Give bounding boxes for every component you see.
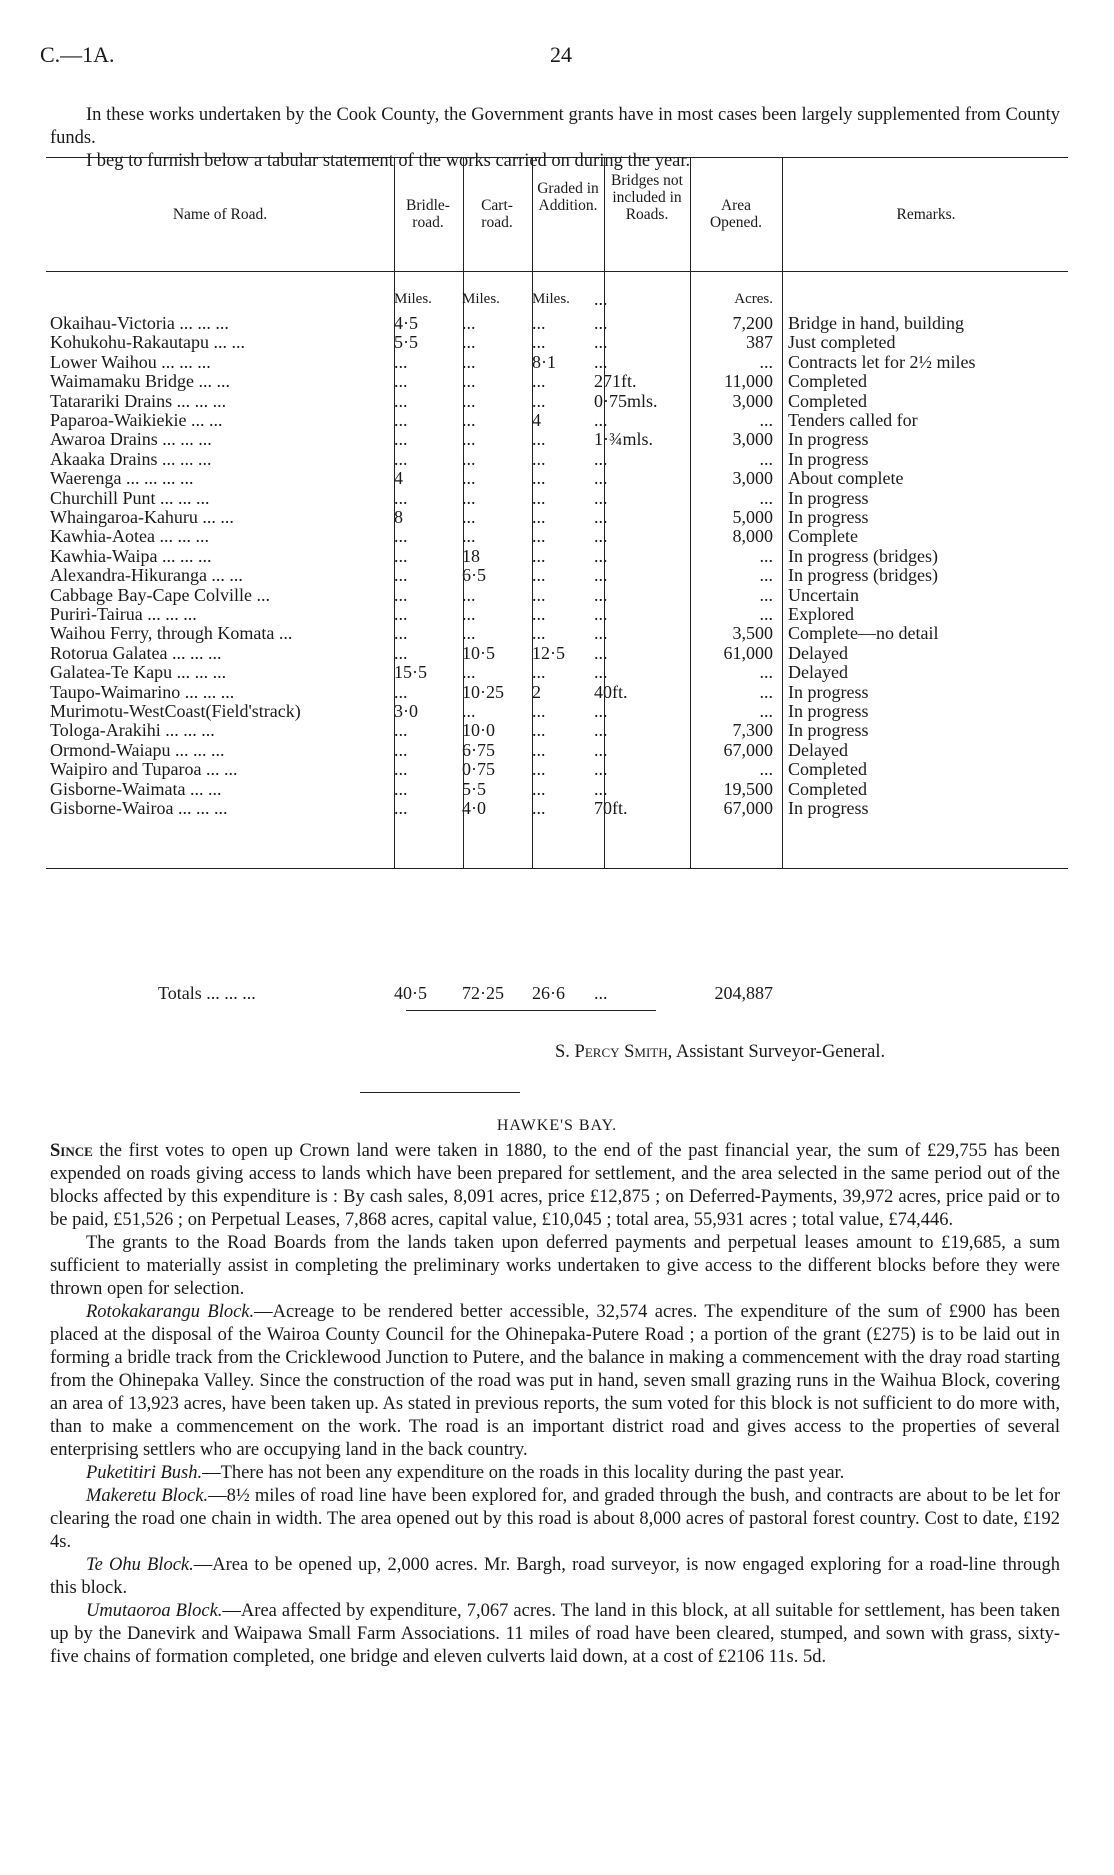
block-title: Rotokakarangu Block. (86, 1302, 255, 1322)
cell-area: ... (759, 681, 773, 702)
cell-graded: ... (532, 468, 546, 489)
cell-remarks: In progress (788, 448, 869, 469)
paragraph: Puketitiri Bush.—There has not been any expenditure on the roads in this locality during the past year. (86, 1463, 845, 1483)
cell-bridges: ... (594, 313, 608, 333)
cell-graded: 12·5 (532, 642, 565, 663)
paragraph: Since the first votes to open up Crown land were taken in 1880, to the end of the past financial year, the sum of £29,755 has been expended on roads giving access to lands which have been prepared for settlement, and the area selected in the same period out of the blocks affected by this expenditure is : By cash sales, 8,091 acres, price £12,875 ; on Deferred-Payments, 39,972 acres, price paid or to be paid, £51,526 ; on Perpetual Leases, 7,868 acres, capital value, £10,045 ; total area, 55,931 acres ; total value, £74,446. (50, 1141, 1060, 1230)
cell-remarks: Complete—no detail (788, 623, 939, 644)
cell-graded: ... (532, 565, 546, 586)
cell-bridle: ... (394, 429, 408, 450)
cell-cart: 10·0 (462, 720, 495, 741)
cell-graded: ... (532, 604, 546, 624)
cell-name: Tologa-Arakihi ... ... ... (50, 720, 215, 741)
cell-bridges: ... (594, 701, 608, 721)
cell-cart: 4·0 (462, 798, 486, 818)
signature-title: , Assistant Surveyor-General. (667, 1042, 886, 1062)
cell-bridle: ... (394, 448, 408, 469)
cell-cart: ... (462, 410, 476, 430)
cell-name: Waerenga ... ... ... ... (50, 468, 194, 489)
cell-name: Gisborne-Waimata ... ... (50, 778, 222, 799)
totals-row (50, 982, 1064, 1005)
cell-graded: ... (532, 798, 546, 818)
cell-name: Cabbage Bay-Cape Colville ... (50, 584, 270, 605)
block-title: Makeretu Block. (86, 1486, 209, 1506)
cell-remarks: Explored (788, 604, 854, 624)
cell-bridges: ... (594, 778, 608, 799)
cell-graded: ... (532, 720, 546, 741)
cell-name: Murimotu-WestCoast(Field'strack) (50, 701, 301, 721)
totals-label: Totals ... ... ... (158, 983, 256, 1003)
cell-area: 3,000 (732, 468, 773, 489)
cell-cart: ... (462, 623, 476, 644)
cell-area: ... (759, 584, 773, 605)
unit-cart: Miles. (462, 291, 500, 307)
cell-bridle: 8 (394, 507, 403, 527)
cell-cart: ... (462, 468, 476, 489)
cell-cart: 18 (462, 545, 480, 566)
cell-bridges: 0·75mls. (594, 390, 658, 411)
cell-remarks: In progress (788, 798, 869, 818)
cell-remarks: Uncertain (788, 584, 859, 605)
intro-paragraph: I beg to furnish below a tabular statement of the works carried on during the year. (86, 151, 691, 171)
total-area: 204,887 (714, 983, 773, 1003)
header-graded: Graded in Addition. (537, 180, 599, 214)
cell-bridges: 271ft. (594, 371, 637, 392)
cell-remarks: About complete (788, 468, 904, 489)
document-reference: C.—1A. (40, 42, 115, 67)
cell-cart: ... (462, 701, 476, 721)
cell-area: ... (759, 448, 773, 469)
table-top-rule (46, 157, 1068, 158)
cell-bridges: ... (594, 739, 608, 760)
cell-bridle: ... (394, 390, 408, 411)
cell-remarks: In progress (788, 681, 869, 702)
cell-remarks: Completed (788, 778, 867, 799)
cell-area: 67,000 (723, 798, 773, 818)
cell-graded: ... (532, 429, 546, 450)
cell-name: Akaaka Drains ... ... ... (50, 448, 212, 469)
cell-bridges: ... (594, 642, 608, 663)
signature (555, 1042, 885, 1063)
cell-remarks: In progress (788, 507, 869, 527)
cell-cart: 6·5 (462, 565, 486, 586)
cell-cart: 0·75 (462, 759, 495, 780)
cell-remarks: Completed (788, 371, 867, 392)
cell-area: 11,000 (724, 371, 773, 392)
signature-name: S. Percy Smith (555, 1042, 668, 1062)
units-row (50, 288, 1064, 311)
cell-area: 67,000 (723, 739, 773, 760)
cell-bridle: ... (394, 798, 408, 818)
cell-area: ... (759, 351, 773, 372)
cell-graded: ... (532, 507, 546, 527)
cell-area: 19,500 (723, 778, 773, 799)
drop-lead: Since (50, 1141, 93, 1161)
cell-bridle: ... (394, 604, 408, 624)
cell-name: Waihou Ferry, through Komata ... (50, 623, 293, 644)
cell-remarks: Tenders called for (788, 410, 918, 430)
cell-name: Taupo-Waimarino ... ... ... (50, 681, 235, 702)
header-remarks: Remarks. (896, 206, 956, 223)
cell-graded: ... (532, 313, 546, 333)
cell-name: Whaingaroa-Kahuru ... ... (50, 507, 234, 527)
cell-bridges: ... (594, 604, 608, 624)
cell-area: 3,000 (732, 429, 773, 450)
cell-bridle: ... (394, 371, 408, 392)
cell-name: Lower Waihou ... ... ... (50, 351, 211, 372)
cell-graded: ... (532, 487, 546, 508)
cell-bridges: 70ft. (594, 798, 628, 818)
unit-graded: Miles. (532, 291, 570, 307)
cell-bridges: ... (594, 584, 608, 605)
cell-name: Tatarariki Drains ... ... ... (50, 390, 227, 411)
cell-bridges: ... (594, 565, 608, 586)
cell-cart: ... (462, 507, 476, 527)
cell-bridle: ... (394, 487, 408, 508)
cell-area: ... (759, 545, 773, 566)
cell-cart: ... (462, 313, 476, 333)
cell-graded: ... (532, 448, 546, 469)
cell-bridle: 4·5 (394, 313, 418, 333)
cell-name: Kawhia-Waipa ... ... ... (50, 545, 212, 566)
cell-cart: 10·25 (462, 681, 504, 702)
cell-graded: ... (532, 778, 546, 799)
cell-bridle: 5·5 (394, 332, 418, 353)
paragraph: Rotokakarangu Block.—Acreage to be rendered better accessible, 32,574 acres. The expenditure of the sum of £900 has been placed at the disposal of the Wairoa County Council for the Ohinepaka-Putere Road ; a portion of the grant (£275) is to be laid out in forming a bridle track from the Cricklewood Junction to Putere, and the balance in making a commencement with the dray road starting from the Ohinepaka Valley. Since the construction of the road was put in hand, seven small grazing runs in the Waihua Block, covering an area of 13,923 acres, have been taken up. As stated in previous reports, the sum voted for this block is not sufficient to do more with, than to make a commencement on the work. The road is an important district road and gives access to the properties of several enterprising settlers who are occupying land in the back country. (50, 1302, 1060, 1460)
cell-remarks: Delayed (788, 642, 848, 663)
cell-bridges: ... (594, 448, 608, 469)
cell-remarks: Delayed (788, 739, 848, 760)
cell-cart: ... (462, 332, 476, 353)
cell-graded: ... (532, 759, 546, 780)
cell-cart: 10·5 (462, 642, 495, 663)
cell-bridle: ... (394, 565, 408, 586)
table-header-rule (46, 271, 1068, 272)
cell-name: Gisborne-Wairoa ... ... ... (50, 798, 228, 818)
cell-remarks: Complete (788, 526, 858, 547)
cell-graded: ... (532, 371, 546, 392)
cell-cart: ... (462, 487, 476, 508)
cell-area: 3,000 (732, 390, 773, 411)
paragraph: Makeretu Block.—8½ miles of road line have been explored for, and graded through the bush, and contracts are about to be let for clearing the road one chain in width. The area opened out by this road is about 8,000 acres of pastoral forest country. Cost to date, £192 4s. (50, 1486, 1060, 1552)
cell-name: Alexandra-Hikuranga ... ... (50, 565, 243, 586)
cell-graded: 8·1 (532, 351, 556, 372)
section-body (50, 1140, 1060, 1669)
cell-area: 7,200 (732, 313, 773, 333)
cell-graded: ... (532, 662, 546, 683)
cell-bridle: 3·0 (394, 701, 418, 721)
cell-bridle: 4 (394, 468, 403, 489)
cell-cart: ... (462, 351, 476, 372)
cell-bridle: 15·5 (394, 662, 427, 683)
cell-remarks: In progress (788, 720, 869, 741)
paragraph: Umutaoroa Block.—Area affected by expenditure, 7,067 acres. The land in this block, at all suitable for settlement, has been taken up by the Danevirk and Waipawa Small Farm Associations. 11 miles of road have been cleared, stumped, and sown with grass, sixty-five chains of formation completed, one bridge and eleven culverts laid down, at a cost of £2106 11s. 5d. (50, 1601, 1060, 1667)
section-divider (360, 1092, 520, 1093)
page-header (40, 42, 1074, 72)
cell-area: 8,000 (732, 526, 773, 547)
cell-bridges: ... (594, 351, 608, 372)
page-number: 24 (550, 42, 572, 67)
unit-area: Acres. (734, 291, 773, 307)
unit-bridle: Miles. (394, 291, 432, 307)
cell-bridle: ... (394, 351, 408, 372)
cell-cart: 5·5 (462, 778, 486, 799)
cell-graded: 4 (532, 410, 541, 430)
table-bottom-rule (46, 868, 1068, 869)
cell-cart: ... (462, 526, 476, 547)
cell-bridges: ... (594, 526, 608, 547)
cell-remarks: Completed (788, 390, 867, 411)
cell-remarks: In progress (788, 701, 869, 721)
cell-bridle: ... (394, 526, 408, 547)
cell-remarks: Just completed (788, 332, 896, 353)
cell-name: Kawhia-Aotea ... ... ... (50, 526, 209, 547)
total-bridle: 40·5 (394, 983, 427, 1003)
cell-remarks: Bridge in hand, building (788, 313, 964, 333)
cell-name: Rotorua Galatea ... ... ... (50, 642, 222, 663)
cell-bridle: ... (394, 720, 408, 741)
block-title: Te Ohu Block. (86, 1555, 194, 1575)
cell-remarks: In progress (bridges) (788, 545, 938, 566)
cell-area: 387 (746, 332, 773, 353)
cell-remarks: In progress (788, 487, 869, 508)
cell-area: ... (759, 662, 773, 683)
cell-remarks: In progress (788, 429, 869, 450)
cell-area: ... (759, 759, 773, 780)
cell-area: 7,300 (732, 720, 773, 741)
intro-paragraph: In these works undertaken by the Cook County, the Government grants have in most cases been largely supplemented from County funds. (50, 105, 1060, 148)
paragraph: The grants to the Road Boards from the lands taken upon deferred payments and perpetual leases amount to £19,685, a sum sufficient to materially assist in completing the preliminary works undertaken to give access to the different blocks before they were thrown open for selection. (50, 1233, 1060, 1299)
cell-remarks: Delayed (788, 662, 848, 683)
cell-name: Churchill Punt ... ... ... (50, 487, 210, 508)
cell-bridges: ... (594, 545, 608, 566)
cell-area: 3,500 (732, 623, 773, 644)
total-bridges: ... (594, 983, 608, 1003)
cell-bridle: ... (394, 623, 408, 644)
cell-graded: ... (532, 390, 546, 411)
cell-bridle: ... (394, 681, 408, 702)
cell-cart: ... (462, 390, 476, 411)
cell-area: 5,000 (732, 507, 773, 527)
cell-graded: ... (532, 526, 546, 547)
cell-bridges: ... (594, 507, 608, 527)
cell-bridges: ... (594, 468, 608, 489)
header-bridges: Bridges not included in Roads. (611, 172, 683, 223)
cell-bridges: 1·¾mls. (594, 429, 654, 450)
header-name: Name of Road. (172, 206, 268, 223)
cell-cart: ... (462, 662, 476, 683)
total-cart: 72·25 (462, 983, 504, 1003)
block-title: Umutaoroa Block. (86, 1601, 223, 1621)
cell-name: Puriri-Tairua ... ... ... (50, 604, 197, 624)
paragraph: Te Ohu Block.—Area to be opened up, 2,000 acres. Mr. Bargh, road surveyor, is now engaged exploring for a road-line through this block. (50, 1555, 1060, 1598)
cell-name: Galatea-Te Kapu ... ... ... (50, 662, 227, 683)
block-title: Puketitiri Bush. (86, 1463, 203, 1483)
cell-name: Kohukohu-Rakautapu ... ... (50, 332, 245, 353)
cell-remarks: In progress (bridges) (788, 565, 938, 586)
header-cart-road: Cart-road. (481, 197, 513, 231)
cell-remarks: Completed (788, 759, 867, 780)
header-bridle-road: Bridle-road. (406, 197, 450, 231)
table-row (50, 797, 1064, 820)
cell-bridle: ... (394, 642, 408, 663)
cell-cart: ... (462, 584, 476, 605)
section-heading: HAWKE'S BAY. (496, 1117, 618, 1134)
cell-graded: ... (532, 332, 546, 353)
cell-bridle: ... (394, 584, 408, 605)
cell-bridges: ... (594, 623, 608, 644)
cell-graded: ... (532, 701, 546, 721)
cell-cart: ... (462, 448, 476, 469)
cell-area: 61,000 (723, 642, 773, 663)
cell-graded: ... (532, 739, 546, 760)
table-totals-rule (406, 1010, 656, 1011)
cell-graded: ... (532, 584, 546, 605)
cell-name: Waipiro and Tuparoa ... ... (50, 759, 238, 780)
cell-bridges: ... (594, 720, 608, 741)
cell-bridle: ... (394, 739, 408, 760)
cell-name: Okaihau-Victoria ... ... ... (50, 313, 229, 333)
cell-remarks: Contracts let for 2½ miles (788, 351, 976, 372)
cell-cart: ... (462, 429, 476, 450)
cell-bridges: ... (594, 487, 608, 508)
cell-bridges: 40ft. (594, 681, 628, 702)
cell-cart: ... (462, 371, 476, 392)
cell-bridges: ... (594, 332, 608, 353)
cell-name: Waimamaku Bridge ... ... (50, 371, 231, 392)
cell-name: Paparoa-Waikiekie ... ... (50, 410, 223, 430)
cell-name: Ormond-Waiapu ... ... ... (50, 739, 225, 760)
cell-bridle: ... (394, 759, 408, 780)
cell-bridle: ... (394, 778, 408, 799)
cell-area: ... (759, 410, 773, 430)
cell-bridle: ... (394, 410, 408, 430)
cell-area: ... (759, 487, 773, 508)
cell-bridges: ... (594, 410, 608, 430)
intro-text (50, 104, 1060, 173)
cell-graded: ... (532, 623, 546, 644)
cell-area: ... (759, 701, 773, 721)
cell-area: ... (759, 565, 773, 586)
total-graded: 26·6 (532, 983, 565, 1003)
cell-cart: ... (462, 604, 476, 624)
cell-name: Awaroa Drains ... ... ... (50, 429, 212, 450)
cell-bridges: ... (594, 662, 608, 683)
cell-graded: 2 (532, 681, 541, 702)
cell-area: ... (759, 604, 773, 624)
cell-graded: ... (532, 545, 546, 566)
unit-bridges: ... (594, 289, 608, 309)
cell-bridges: ... (594, 759, 608, 780)
cell-cart: 6·75 (462, 739, 495, 760)
cell-bridle: ... (394, 545, 408, 566)
header-area: Area Opened. (709, 197, 763, 231)
